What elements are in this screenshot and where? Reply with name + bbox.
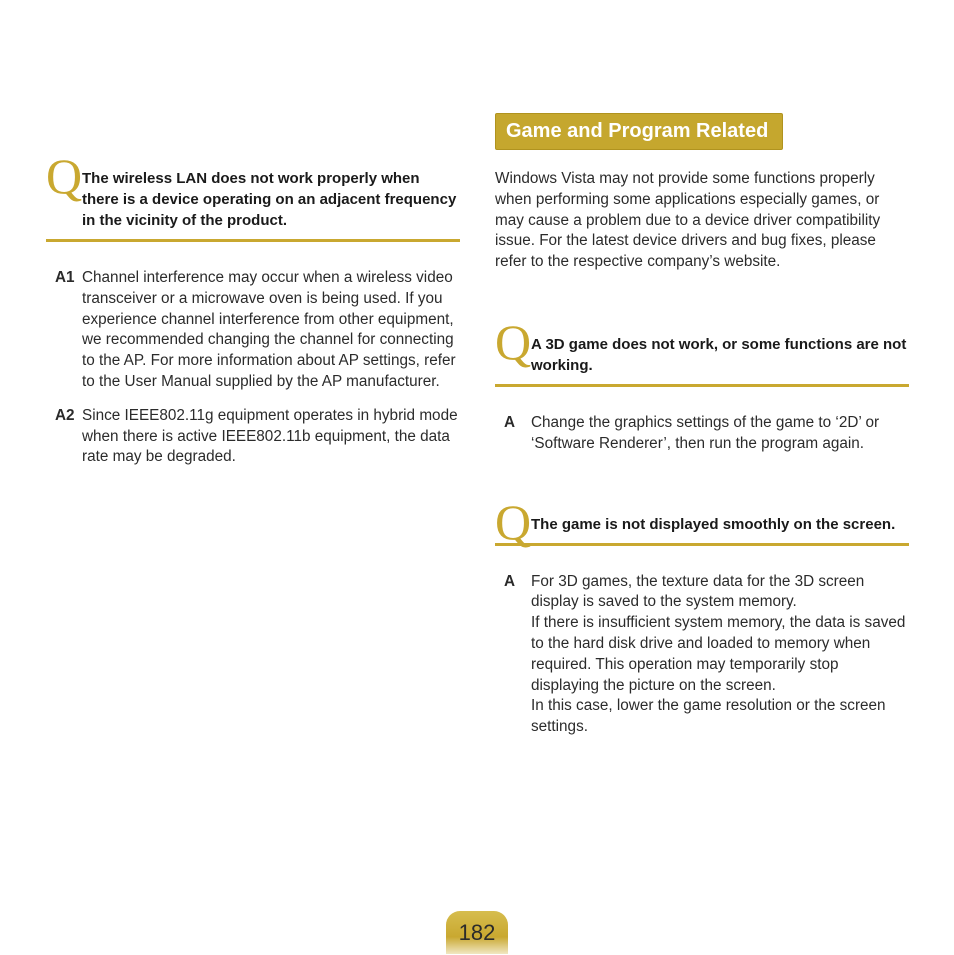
question-block-smooth-display	[495, 493, 909, 550]
section-intro: Windows Vista may not provide some functions properly when performing some applications especially games, or may cause a problem due to a device driver compatibility issue. For the latest device drivers and bug fixes, please refer to the respective company’s website.	[495, 170, 881, 271]
left-column	[46, 148, 460, 481]
answer-label: A2	[55, 406, 75, 424]
answer-label: A1	[55, 269, 75, 286]
answer-text: Channel interference may occur when a wireless video transceiver or a microwave oven is being used. If you experience channel interference from other equipment, we recommended changing the channel for connecting to the AP. For more information about AP settings, refer to the User Manual supplied by the AP manufacturer.	[82, 269, 456, 390]
question-text: A 3D game does not work, or some functions are not working.	[531, 335, 907, 374]
answers-list	[46, 268, 460, 468]
question-mark-icon: Q	[46, 148, 83, 204]
question-mark-icon: Q	[495, 313, 532, 370]
answers-list	[495, 572, 909, 738]
section-title: Game and Program Related	[495, 113, 783, 150]
right-column	[495, 113, 909, 751]
answer-text	[531, 413, 909, 455]
answer-item	[495, 572, 909, 738]
question-mark-icon: Q	[495, 493, 532, 550]
answer-paragraph: In this case, lower the game resolution or the screen settings.	[531, 697, 886, 736]
answer-text	[531, 572, 909, 738]
answer-label: A	[504, 413, 516, 431]
question-block-wireless	[46, 148, 460, 242]
page-number: 182	[446, 911, 508, 954]
answers-list	[495, 413, 909, 455]
question-block-3d-game	[495, 313, 909, 387]
answer-paragraph: If there is insufficient system memory, the data is saved to the hard disk drive and loaded to memory when required. This operation may temporarily stop displaying the picture on the screen.	[531, 614, 906, 694]
question-text: The wireless LAN does not work properly when there is a device operating on an adjacent frequency in the vicinity of the product.	[82, 170, 457, 229]
answer-item	[46, 406, 460, 468]
answer-paragraph: Change the graphics settings of the game to ‘2D’ or ‘Software Renderer’, then run the program again.	[531, 413, 880, 452]
answer-label: A	[504, 572, 516, 590]
answer-paragraph: For 3D games, the texture data for the 3D screen display is saved to the system memory.	[531, 572, 865, 611]
question-text: The game is not displayed smoothly on the screen.	[531, 515, 896, 533]
answer-item	[46, 268, 460, 393]
answer-text: Since IEEE802.11g equipment operates in hybrid mode when there is active IEEE802.11b equipment, the data rate may be degraded.	[82, 406, 458, 466]
answer-item	[495, 413, 909, 455]
